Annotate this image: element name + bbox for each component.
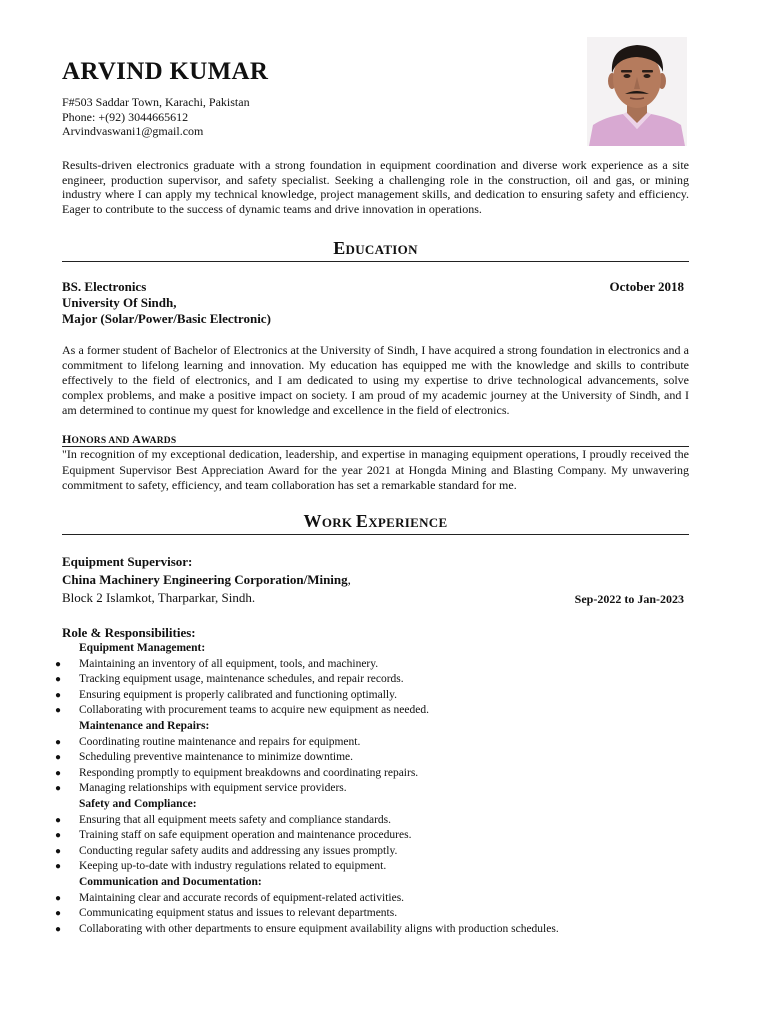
roles-heading: Role & Responsibilities:: [62, 625, 196, 640]
profile-photo: [587, 37, 687, 146]
list-item: ● Ensuring equipment is properly calibrated and functioning optimally.: [54, 688, 694, 704]
degree: BS. Electronics: [62, 279, 147, 294]
bullet-icon: ●: [55, 752, 62, 764]
bullet-icon: ●: [55, 689, 62, 701]
list-item: ● Managing relationships with equipment service providers.: [54, 781, 694, 797]
list-item: ● Coordinating routine maintenance and repairs for equipment.: [54, 735, 694, 751]
work-experience-heading: WORK EXPERIENCE: [303, 511, 448, 531]
job-location: Block 2 Islamkot, Tharparkar, Sindh.: [62, 590, 256, 605]
resp-group-heading: Equipment Management:: [79, 642, 206, 654]
list-item: ● Ensuring that all equipment meets safety and compliance standards.: [54, 813, 694, 829]
profile-photo-illustration: [587, 37, 687, 146]
resp-group-heading: Maintenance and Repairs:: [79, 719, 210, 732]
graduation-date: October 2018: [609, 279, 684, 294]
bullet-icon: ●: [55, 814, 62, 826]
resp-list: [54, 891, 694, 938]
job-dates: Sep-2022 to Jan-2023: [574, 592, 684, 606]
job-company: China Machinery Engineering Corporation/Mining,: [62, 572, 351, 587]
resp-list: [54, 735, 694, 797]
list-item: ● Keeping up-to-date with industry regulations related to equipment.: [54, 859, 694, 875]
bullet-icon: ●: [55, 658, 62, 670]
job-block: [62, 553, 351, 607]
list-item: ● Maintaining clear and accurate records of equipment-related activities.: [54, 891, 694, 907]
professional-summary: Results-driven electronics graduate with a strong foundation in equipment coordination and diverse work experience as a site engineer, production supervisor, and safety specialist. Seeking a challenging role in the construction, oil and gas, or mining industry where I can apply my technical knowledge, project management skills, and dedication to ensuring safety and efficiency. Eager to contribute to the success of dynamic teams and drive innovation in operations.: [62, 158, 689, 216]
list-item: ● Scheduling preventive maintenance to minimize downtime.: [54, 750, 694, 766]
honors-heading: HONORS AND AWARDS: [62, 432, 177, 446]
degree-block: [62, 279, 271, 327]
job-position: Equipment Supervisor:: [62, 554, 193, 569]
resp-group-heading: Safety and Compliance:: [79, 797, 197, 810]
education-description: As a former student of Bachelor of Electronics at the University of Sindh, I have acquired a strong foundation in electronics and a commitment to lifelong learning and innovation. My education has equipped me with the knowledge and skills to contribute effectively to the field of electronics, and I am dedicated to using my expertise to drive technological advancements, solve complex problems, and make a positive impact on society. I am proud of my academic journey at the University of Sindh, and I am determined to continue my quest for knowledge and excellence in the field of electronics.: [62, 343, 689, 417]
bullet-icon: ●: [55, 736, 62, 748]
university: University Of Sindh,: [62, 295, 177, 310]
bullet-icon: ●: [55, 923, 62, 935]
list-item: ● Tracking equipment usage, maintenance schedules, and repair records.: [54, 672, 694, 688]
list-item: ● Collaborating with procurement teams to acquire new equipment as needed.: [54, 703, 694, 719]
major: Major (Solar/Power/Basic Electronic): [62, 311, 271, 326]
work-divider: [62, 534, 689, 535]
resp-list: [54, 657, 694, 719]
list-item: ● Collaborating with other departments to ensure equipment availability aligns with production schedules.: [54, 922, 694, 938]
bullet-icon: ●: [55, 830, 62, 842]
list-item: ● Communicating equipment status and issues to relevant departments.: [54, 906, 694, 922]
bullet-icon: ●: [55, 908, 62, 920]
education-heading: EDUCATION: [333, 238, 418, 258]
honors-text: "In recognition of my exceptional dedication, leadership, and expertise in managing equipment operations, I proudly received the Equipment Supervisor Best Appreciation Award for the year 2021 at Hongda Mining and Blasting Company. My unwavering commitment to safety, efficiency, and team collaboration has set a remarkable standard for me.: [62, 447, 689, 492]
list-item: ● Conducting regular safety audits and addressing any issues promptly.: [54, 844, 694, 860]
address: F#503 Saddar Town, Karachi, Pakistan: [62, 95, 250, 109]
bullet-icon: ●: [55, 845, 62, 857]
bullet-icon: ●: [55, 783, 62, 795]
education-divider: [62, 261, 689, 262]
contact-block: [62, 95, 250, 139]
phone: Phone: +(92) 3044665612: [62, 109, 189, 124]
list-item: ● Responding promptly to equipment breakdowns and coordinating repairs.: [54, 766, 694, 782]
resp-group-heading: Communication and Documentation:: [79, 875, 262, 888]
list-item: ● Training staff on safe equipment operation and maintenance procedures.: [54, 828, 694, 844]
candidate-name: ARVIND KUMAR: [62, 58, 269, 85]
bullet-icon: ●: [55, 674, 62, 686]
bullet-icon: ●: [55, 767, 62, 779]
bullet-icon: ●: [55, 892, 62, 904]
list-item: ● Maintaining an inventory of all equipment, tools, and machinery.: [54, 657, 694, 673]
resp-list: [54, 813, 694, 875]
responsibilities: [54, 641, 694, 937]
email: Arvindvaswani1@gmail.com: [62, 124, 204, 138]
bullet-icon: ●: [55, 705, 62, 717]
bullet-icon: ●: [55, 861, 62, 873]
